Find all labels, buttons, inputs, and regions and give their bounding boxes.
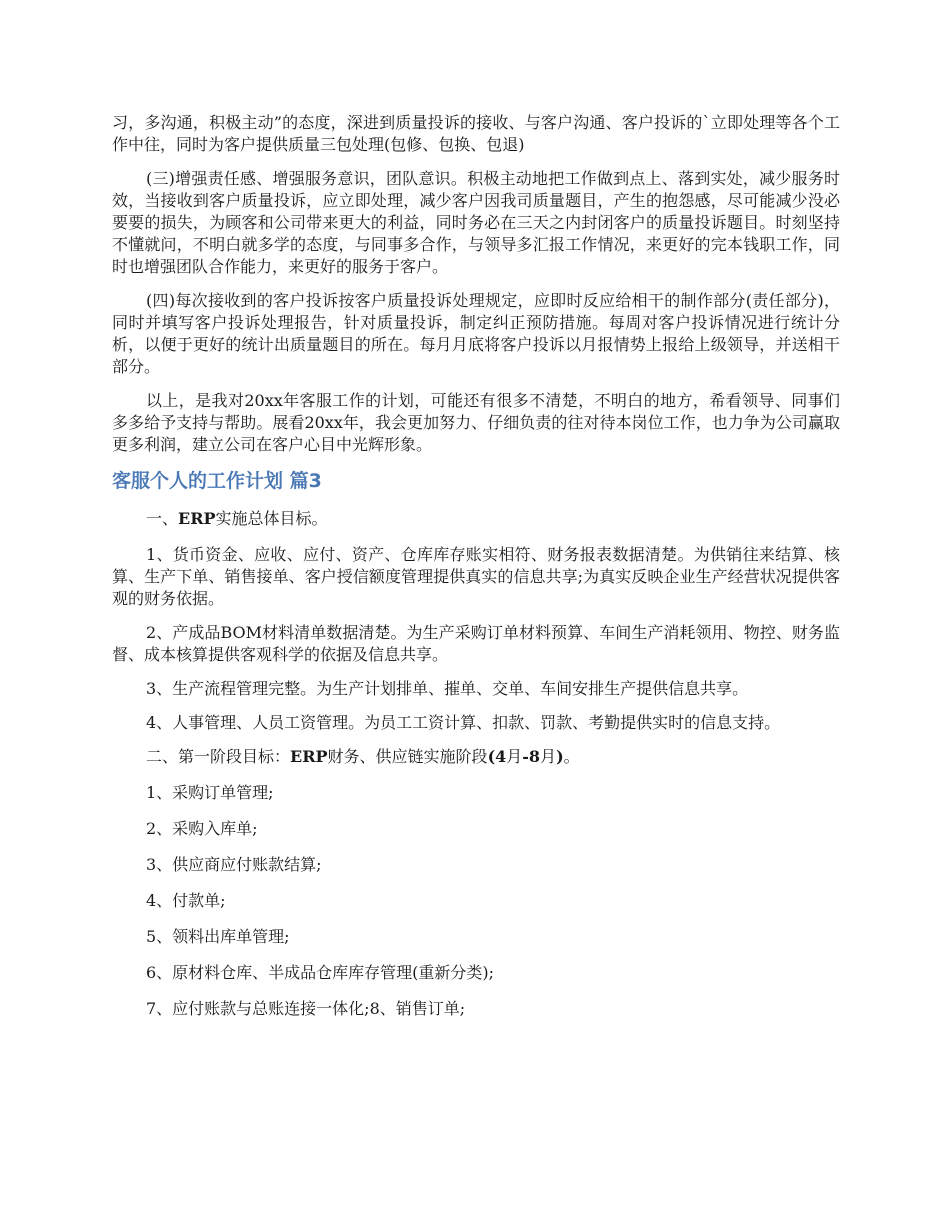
stage-bold-erp: ERP [290, 747, 328, 766]
erp-goal-prefix: 一、 [146, 509, 179, 528]
stage-bold-end: -8 [522, 747, 541, 766]
section-heading: 客服个人的工作计划 篇3 [112, 470, 322, 492]
stage-month-1: 月 [506, 747, 523, 766]
list-item: 4、付款单; [146, 891, 226, 910]
erp-goal-bold: ERP [178, 509, 216, 528]
goal-item-1: 1、货币资金、应收、应付、资产、仓库库存账实相符、财务报表数据清楚。为供销往来结算、核算、生产下单、销售接单、客户授信额度管理提供真实的信息共享;为真实反映企业生产经营状况提供客观的财务依据。 [112, 545, 840, 608]
stage-bold-start: (4 [487, 747, 507, 766]
stage-bold-close: ) [556, 747, 564, 766]
erp-goal-suffix: 实施总体目标。 [215, 509, 328, 528]
stage-suffix: 。 [563, 747, 580, 766]
paragraph-attitude: 习，多沟通，积极主动”的态度，深进到质量投诉的接收、与客户沟通、客户投诉的`立即处理等各个工作中往，同时为客户提供质量三包处理(包修、包换、包退) [112, 113, 840, 154]
list-item: 1、采购订单管理; [146, 783, 274, 802]
stage-middle: 财务、供应链实施阶段 [327, 747, 488, 766]
goal-item-3: 3、生产流程管理完整。为生产计划排单、摧单、交单、车间安排生产提供信息共享。 [146, 679, 749, 698]
document-page [112, 112, 840, 1034]
stage-prefix: 二、第一阶段目标： [146, 747, 291, 766]
list-item: 3、供应商应付账款结算; [146, 855, 322, 874]
paragraph-conclusion: 以上，是我对20xx年客服工作的计划，可能还有很多不清楚，不明白的地方，希看领导、同事们多多给予支持与帮助。展看20xx年，我会更加努力、仔细负责的往对待本岗位工作，也力争为公司赢取更多利润，建立公司在客户心目中光辉形象。 [112, 391, 840, 454]
erp-overall-goal [112, 508, 840, 530]
stage-month-2: 月 [540, 747, 557, 766]
paragraph-responsibility: (三)增强责任感、增强服务意识，团队意识。积极主动地把工作做到点上、落到实处，减少服务时效，当接收到客户质量投诉，应立即处理，减少客户因我司质量题目，产生的抱怨感，尽可能减少没必要要的损失，为顾客和公司带来更大的利益，同时务必在三天之内封闭客户的质量投诉题目。时刻坚持不懂就问，不明白就多学的态度，与同事多合作，与领导多汇报工作情况，来更好的完本钱职工作，同时也增强团队合作能力，来更好的服务于客户。 [112, 169, 840, 276]
list-item: 2、采购入库单; [146, 819, 258, 838]
list-item: 5、领料出库单管理; [146, 927, 290, 946]
list-item: 6、原材料仓库、半成品仓库库存管理(重新分类); [146, 963, 495, 982]
goal-item-4: 4、人事管理、人员工资管理。为员工工资计算、扣款、罚款、考勤提供实时的信息支持。 [146, 713, 781, 732]
paragraph-complaint-handling: (四)每次接收到的客户投诉按客户质量投诉处理规定，应即时反应给相干的制作部分(责任部分)，同时并填写客户投诉处理报告，针对质量投诉，制定纠正预防措施。每周对客户投诉情况进行统计分析，以便于更好的统计出质量题目的所在。每月月底将客户投诉以月报情势上报给上级领导，并送相干部分。 [112, 291, 840, 376]
list-item: 7、应付账款与总账连接一体化;8、销售订单; [146, 999, 466, 1018]
goal-item-2: 2、产成品BOM材料清单数据清楚。为生产采购订单材料预算、车间生产消耗领用、物控、财务监督、成本核算提供客观科学的依据及信息共享。 [112, 623, 840, 664]
stage-one-goal [112, 746, 840, 768]
